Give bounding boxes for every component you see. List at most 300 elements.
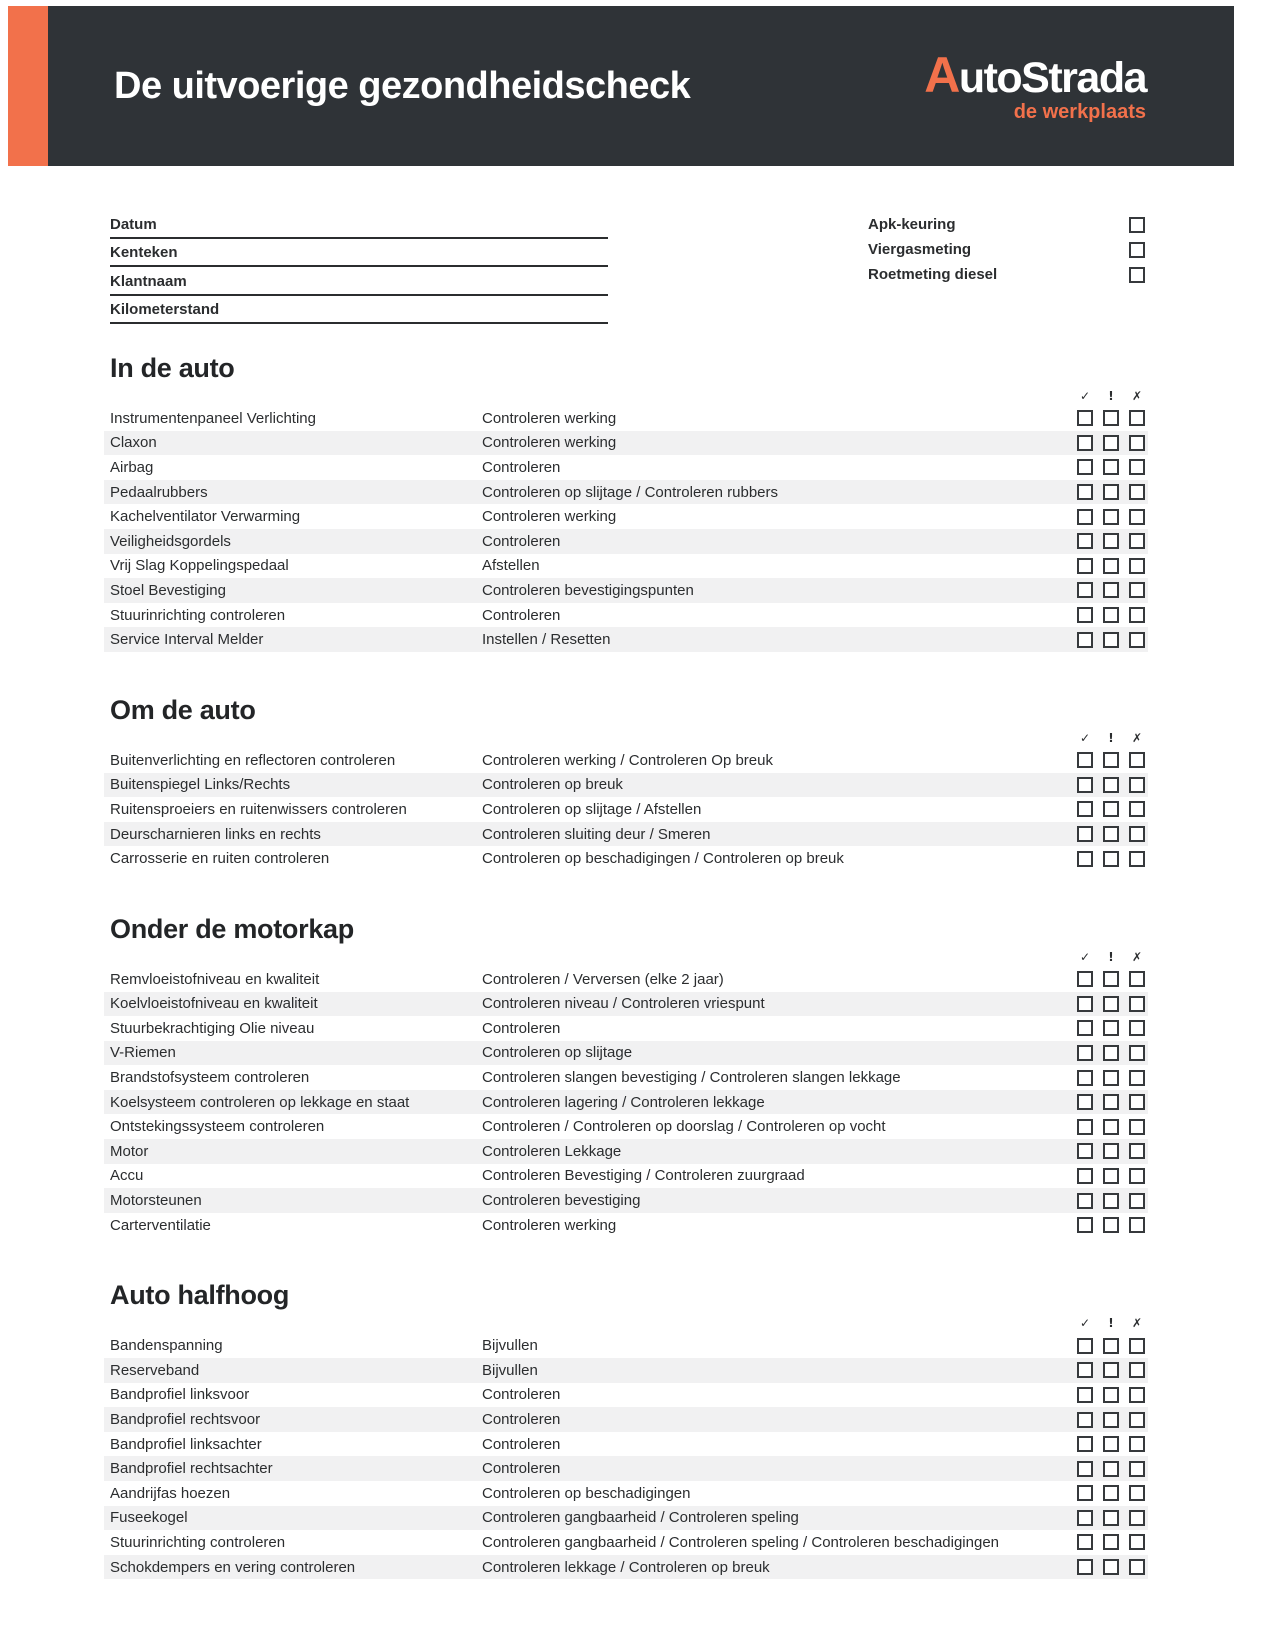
row-action-label: Controleren — [482, 1460, 561, 1478]
table-row — [104, 1530, 1148, 1555]
row-checkboxes — [1077, 1119, 1145, 1135]
checkbox-ok[interactable] — [1077, 1143, 1093, 1159]
row-item-label: Stuurinrichting controleren — [110, 606, 286, 624]
table-row — [104, 1407, 1148, 1432]
row-item-label: Schokdempers en vering controleren — [110, 1558, 356, 1576]
table-row — [104, 846, 1148, 871]
checkbox-ok[interactable] — [1077, 533, 1093, 549]
table-row — [104, 1333, 1148, 1358]
checkbox-fail[interactable] — [1129, 435, 1145, 451]
row-item-label: Stuurbekrachtiging Olie niveau — [110, 1019, 315, 1037]
checkbox-warn[interactable] — [1103, 1559, 1119, 1575]
checkbox-fail[interactable] — [1129, 851, 1145, 867]
row-checkboxes — [1077, 1534, 1145, 1550]
row-action-label: Controleren op beschadigingen / Controleren op breuk — [482, 850, 844, 868]
checkbox-ok[interactable] — [1077, 1193, 1093, 1209]
brand-tagline: de werkplaats — [1013, 101, 1146, 123]
row-item-label: Brandstofsysteem controleren — [110, 1069, 310, 1087]
checkbox-fail[interactable] — [1129, 1168, 1145, 1184]
legend-check-icon: ✓ — [1079, 1316, 1091, 1331]
table-row — [104, 1164, 1148, 1189]
row-action-label: Controleren lagering / Controleren lekkage — [482, 1093, 765, 1111]
checkbox-warn[interactable] — [1103, 801, 1119, 817]
checkbox-warn[interactable] — [1103, 752, 1119, 768]
table-row — [104, 1041, 1148, 1066]
checkbox-fail[interactable] — [1129, 509, 1145, 525]
checkbox-warn[interactable] — [1103, 996, 1119, 1012]
checkbox-warn[interactable] — [1103, 1119, 1119, 1135]
checkbox-ok[interactable] — [1077, 777, 1093, 793]
row-action-label: Controleren — [482, 1019, 561, 1037]
row-action-label: Controleren op slijtage — [482, 1044, 633, 1062]
table-row — [104, 1016, 1148, 1041]
accent-stripe — [8, 6, 48, 166]
row-checkboxes — [1077, 1020, 1145, 1036]
field-datum-input[interactable] — [157, 210, 608, 237]
row-item-label: Ontstekingssysteem controleren — [110, 1118, 325, 1136]
row-action-label: Controleren werking — [482, 409, 617, 427]
checkbox-ok[interactable] — [1077, 1217, 1093, 1233]
legend-exclamation-icon: ! — [1108, 1316, 1114, 1331]
table-row — [104, 1213, 1148, 1238]
row-item-label: Kachelventilator Verwarming — [110, 508, 301, 526]
row-action-label: Controleren gangbaarheid / Controleren speling — [482, 1509, 799, 1527]
vehicle-info-form — [110, 210, 608, 324]
legend-cross-icon: ✗ — [1131, 730, 1143, 745]
checkbox-fail[interactable] — [1129, 1485, 1145, 1501]
row-action-label: Controleren — [482, 458, 561, 476]
checkbox-warn[interactable] — [1103, 1143, 1119, 1159]
checkbox-warn[interactable] — [1103, 1362, 1119, 1378]
row-item-label: Instrumentenpaneel Verlichting — [110, 409, 316, 427]
checkbox-ok[interactable] — [1077, 582, 1093, 598]
checkbox-ok[interactable] — [1077, 996, 1093, 1012]
header-content — [48, 6, 1234, 166]
row-checkboxes — [1077, 632, 1145, 648]
sections — [110, 352, 1145, 1579]
row-checkboxes — [1077, 410, 1145, 426]
checklist-rows — [110, 1333, 1145, 1579]
checkbox-ok[interactable] — [1077, 971, 1093, 987]
checkbox-fail[interactable] — [1129, 533, 1145, 549]
table-row — [104, 1506, 1148, 1531]
checkbox-ok[interactable] — [1077, 1412, 1093, 1428]
row-checkboxes — [1077, 509, 1145, 525]
row-checkboxes — [1077, 607, 1145, 623]
field-kilometerstand — [110, 296, 608, 325]
checklist-rows — [110, 748, 1145, 871]
check-row-roetmeting-diesel — [868, 262, 1145, 287]
checkbox-warn[interactable] — [1103, 1045, 1119, 1061]
checkbox-ok[interactable] — [1077, 1461, 1093, 1477]
row-checkboxes — [1077, 1217, 1145, 1233]
row-action-label: Controleren werking / Controleren Op breuk — [482, 751, 773, 769]
checkbox-ok[interactable] — [1077, 1168, 1093, 1184]
checkbox-fail[interactable] — [1129, 1338, 1145, 1354]
checkbox-fail[interactable] — [1129, 1436, 1145, 1452]
checkbox-warn[interactable] — [1103, 484, 1119, 500]
checkbox-warn[interactable] — [1103, 1020, 1119, 1036]
checkbox-ok[interactable] — [1077, 509, 1093, 525]
table-row — [104, 455, 1148, 480]
row-item-label: Airbag — [110, 458, 154, 476]
checkbox-warn[interactable] — [1103, 1094, 1119, 1110]
field-klantnaam — [110, 267, 608, 296]
row-checkboxes — [1077, 1338, 1145, 1354]
checkbox-ok[interactable] — [1077, 1436, 1093, 1452]
checkbox-warn[interactable] — [1103, 459, 1119, 475]
apk-keuring-label: Apk-keuring — [868, 216, 956, 233]
row-action-label: Controleren op beschadigingen — [482, 1484, 691, 1502]
checkbox-ok[interactable] — [1077, 826, 1093, 842]
row-checkboxes — [1077, 1510, 1145, 1526]
checkbox-warn[interactable] — [1103, 410, 1119, 426]
checkbox-fail[interactable] — [1129, 1045, 1145, 1061]
checkbox-warn[interactable] — [1103, 1217, 1119, 1233]
checkbox-fail[interactable] — [1129, 801, 1145, 817]
checkbox-ok[interactable] — [1077, 851, 1093, 867]
checkbox-fail[interactable] — [1129, 1412, 1145, 1428]
row-item-label: Bandprofiel linksachter — [110, 1435, 262, 1453]
row-action-label: Controleren — [482, 1411, 561, 1429]
checkbox-fail[interactable] — [1129, 558, 1145, 574]
row-item-label: Claxon — [110, 434, 157, 452]
row-action-label: Controleren — [482, 1435, 561, 1453]
table-row — [104, 1090, 1148, 1115]
checkbox-fail[interactable] — [1129, 1387, 1145, 1403]
row-checkboxes — [1077, 435, 1145, 451]
table-row — [104, 992, 1148, 1017]
section — [110, 694, 1145, 871]
checkbox-warn[interactable] — [1103, 1387, 1119, 1403]
checkbox-ok[interactable] — [1077, 632, 1093, 648]
checkbox-ok[interactable] — [1077, 1119, 1093, 1135]
checkbox-fail[interactable] — [1129, 1217, 1145, 1233]
checkbox-fail[interactable] — [1129, 1094, 1145, 1110]
checkbox-fail[interactable] — [1129, 1143, 1145, 1159]
field-datum-label: Datum — [110, 215, 157, 233]
row-item-label: Buitenverlichting en reflectoren controleren — [110, 751, 396, 769]
row-checkboxes — [1077, 971, 1145, 987]
roetmeting-diesel-label: Roetmeting diesel — [868, 266, 998, 283]
field-datum — [110, 210, 608, 239]
row-item-label: Veiligheidsgordels — [110, 532, 231, 550]
checkbox-ok[interactable] — [1077, 1510, 1093, 1526]
checkbox-ok[interactable] — [1077, 1338, 1093, 1354]
legend-check-icon: ✓ — [1079, 730, 1091, 745]
roetmeting-diesel-checkbox[interactable] — [1129, 267, 1145, 283]
table-row — [104, 1358, 1148, 1383]
checkbox-fail[interactable] — [1129, 1020, 1145, 1036]
legend-cross-icon: ✗ — [1131, 1316, 1143, 1331]
checkbox-fail[interactable] — [1129, 459, 1145, 475]
checkbox-fail[interactable] — [1129, 826, 1145, 842]
checkbox-warn[interactable] — [1103, 971, 1119, 987]
viergasmeting-label: Viergasmeting — [868, 241, 972, 258]
checkbox-ok[interactable] — [1077, 1020, 1093, 1036]
row-action-label: Controleren sluiting deur / Smeren — [482, 825, 711, 843]
checkbox-ok[interactable] — [1077, 1362, 1093, 1378]
checkbox-ok[interactable] — [1077, 752, 1093, 768]
table-row — [104, 773, 1148, 798]
checkbox-warn[interactable] — [1103, 632, 1119, 648]
row-item-label: Stuurinrichting controleren — [110, 1533, 286, 1551]
row-checkboxes — [1077, 484, 1145, 500]
checkbox-ok[interactable] — [1077, 1485, 1093, 1501]
field-kilometerstand-label: Kilometerstand — [110, 301, 220, 318]
row-action-label: Controleren op breuk — [482, 776, 623, 794]
legend-cross-icon: ✗ — [1131, 949, 1143, 964]
table-row — [104, 431, 1148, 456]
checkbox-warn[interactable] — [1103, 1412, 1119, 1428]
brand-wordmark — [924, 47, 1146, 103]
table-row — [104, 627, 1148, 652]
check-row-apk-keuring — [868, 212, 1145, 237]
row-action-label: Afstellen — [482, 557, 540, 575]
checkbox-fail[interactable] — [1129, 1534, 1145, 1550]
row-action-label: Controleren op slijtage / Afstellen — [482, 800, 702, 818]
brand-rest: utoStrada — [958, 54, 1146, 102]
row-item-label: Motor — [110, 1142, 149, 1160]
checkbox-ok[interactable] — [1077, 459, 1093, 475]
row-action-label: Controleren werking — [482, 508, 617, 526]
row-item-label: Motorsteunen — [110, 1192, 202, 1210]
table-row — [104, 822, 1148, 847]
table-row — [104, 1188, 1148, 1213]
checkbox-fail[interactable] — [1129, 632, 1145, 648]
row-checkboxes — [1077, 996, 1145, 1012]
table-row — [104, 1114, 1148, 1139]
legend — [110, 1317, 1145, 1330]
row-checkboxes — [1077, 533, 1145, 549]
checkbox-ok[interactable] — [1077, 484, 1093, 500]
row-item-label: Bandenspanning — [110, 1337, 223, 1355]
checklist-rows — [110, 967, 1145, 1238]
row-action-label: Controleren Bevestiging / Controleren zuurgraad — [482, 1167, 805, 1185]
table-row — [104, 1383, 1148, 1408]
legend-check-icon: ✓ — [1079, 389, 1091, 403]
checkbox-warn[interactable] — [1103, 1485, 1119, 1501]
row-item-label: Reserveband — [110, 1361, 200, 1379]
field-kenteken — [110, 239, 608, 268]
row-action-label: Controleren bevestigingspunten — [482, 581, 694, 599]
table-row — [104, 967, 1148, 992]
legend-exclamation-icon: ! — [1108, 949, 1114, 964]
checkbox-warn[interactable] — [1103, 582, 1119, 598]
checkbox-fail[interactable] — [1129, 996, 1145, 1012]
table-row — [104, 578, 1148, 603]
row-checkboxes — [1077, 1070, 1145, 1086]
table-row — [104, 554, 1148, 579]
table-row — [104, 1432, 1148, 1457]
brand-logo — [924, 47, 1146, 123]
row-checkboxes — [1077, 582, 1145, 598]
row-item-label: Koelsysteem controleren op lekkage en staat — [110, 1093, 410, 1111]
row-action-label: Controleren op slijtage / Controleren rubbers — [482, 483, 778, 501]
row-checkboxes — [1077, 1461, 1145, 1477]
checkbox-warn[interactable] — [1103, 509, 1119, 525]
checkbox-warn[interactable] — [1103, 1338, 1119, 1354]
legend — [110, 390, 1145, 403]
checkbox-fail[interactable] — [1129, 1119, 1145, 1135]
legend-exclamation-icon: ! — [1108, 730, 1114, 745]
legend-check-icon: ✓ — [1079, 949, 1091, 964]
checkbox-ok[interactable] — [1077, 1070, 1093, 1086]
checkbox-fail[interactable] — [1129, 1510, 1145, 1526]
row-item-label: Pedaalrubbers — [110, 483, 208, 501]
row-item-label: Stoel Bevestiging — [110, 581, 226, 599]
checkbox-fail[interactable] — [1129, 971, 1145, 987]
checkbox-warn[interactable] — [1103, 777, 1119, 793]
row-action-label: Controleren — [482, 532, 561, 550]
section — [110, 352, 1145, 652]
section — [110, 1279, 1145, 1579]
row-checkboxes — [1077, 1559, 1145, 1575]
checkbox-warn[interactable] — [1103, 1510, 1119, 1526]
row-item-label: Service Interval Melder — [110, 631, 264, 649]
row-checkboxes — [1077, 851, 1145, 867]
row-item-label: Carrosserie en ruiten controleren — [110, 850, 330, 868]
checklist-rows — [110, 406, 1145, 652]
row-checkboxes — [1077, 1485, 1145, 1501]
row-item-label: Carterventilatie — [110, 1216, 211, 1234]
row-action-label: Instellen / Resetten — [482, 631, 611, 649]
checkbox-warn[interactable] — [1103, 435, 1119, 451]
row-item-label: Bandprofiel rechtsvoor — [110, 1411, 261, 1429]
row-item-label: Remvloeistofniveau en kwaliteit — [110, 970, 320, 988]
row-item-label: Deurscharnieren links en rechts — [110, 825, 321, 843]
row-checkboxes — [1077, 1193, 1145, 1209]
row-checkboxes — [1077, 1168, 1145, 1184]
checkbox-warn[interactable] — [1103, 1461, 1119, 1477]
checkbox-fail[interactable] — [1129, 1559, 1145, 1575]
row-action-label: Bijvullen — [482, 1361, 538, 1379]
checkbox-warn[interactable] — [1103, 826, 1119, 842]
checkbox-warn[interactable] — [1103, 558, 1119, 574]
checkbox-warn[interactable] — [1103, 1168, 1119, 1184]
row-checkboxes — [1077, 777, 1145, 793]
table-row — [104, 1139, 1148, 1164]
checkbox-fail[interactable] — [1129, 1070, 1145, 1086]
checkbox-warn[interactable] — [1103, 607, 1119, 623]
checkbox-fail[interactable] — [1129, 1193, 1145, 1209]
table-row — [104, 480, 1148, 505]
table-row — [104, 529, 1148, 554]
row-action-label: Controleren bevestiging — [482, 1192, 641, 1210]
table-row — [104, 603, 1148, 628]
viergasmeting-checkbox[interactable] — [1129, 242, 1145, 258]
row-action-label: Controleren werking — [482, 1216, 617, 1234]
field-kenteken-label: Kenteken — [110, 244, 178, 261]
row-item-label: Fuseekogel — [110, 1509, 188, 1527]
row-action-label: Controleren — [482, 606, 561, 624]
checkbox-fail[interactable] — [1129, 410, 1145, 426]
checkbox-ok[interactable] — [1077, 1559, 1093, 1575]
row-item-label: Koelvloeistofniveau en kwaliteit — [110, 995, 318, 1013]
table-row — [104, 504, 1148, 529]
row-action-label: Bijvullen — [482, 1337, 538, 1355]
field-klantnaam-input[interactable] — [187, 267, 608, 294]
checkbox-ok[interactable] — [1077, 1387, 1093, 1403]
row-action-label: Controleren Lekkage — [482, 1142, 622, 1160]
row-item-label: Bandprofiel rechtsachter — [110, 1460, 273, 1478]
row-item-label: Aandrijfas hoezen — [110, 1484, 231, 1502]
brand-accent-letter: A — [924, 47, 959, 103]
row-item-label: V-Riemen — [110, 1044, 176, 1062]
checkbox-ok[interactable] — [1077, 1045, 1093, 1061]
checkbox-warn[interactable] — [1103, 851, 1119, 867]
checkbox-ok[interactable] — [1077, 435, 1093, 451]
row-action-label: Controleren — [482, 1386, 561, 1404]
inspection-type-form — [868, 212, 1145, 287]
checkbox-fail[interactable] — [1129, 1461, 1145, 1477]
legend-exclamation-icon: ! — [1108, 389, 1114, 403]
apk-keuring-checkbox[interactable] — [1129, 217, 1145, 233]
row-item-label: Vrij Slag Koppelingspedaal — [110, 557, 289, 575]
row-action-label: Controleren / Verversen (elke 2 jaar) — [482, 970, 724, 988]
row-action-label: Controleren slangen bevestiging / Controleren slangen lekkage — [482, 1069, 901, 1087]
row-checkboxes — [1077, 801, 1145, 817]
row-action-label: Controleren niveau / Controleren vriespunt — [482, 995, 765, 1013]
row-checkboxes — [1077, 1387, 1145, 1403]
row-action-label: Controleren werking — [482, 434, 617, 452]
table-row — [104, 406, 1148, 431]
row-checkboxes — [1077, 1143, 1145, 1159]
row-item-label: Accu — [110, 1167, 144, 1185]
table-row — [104, 1065, 1148, 1090]
row-checkboxes — [1077, 1412, 1145, 1428]
checkbox-ok[interactable] — [1077, 558, 1093, 574]
checkbox-warn[interactable] — [1103, 1436, 1119, 1452]
checkbox-ok[interactable] — [1077, 607, 1093, 623]
checkbox-warn[interactable] — [1103, 533, 1119, 549]
row-checkboxes — [1077, 1362, 1145, 1378]
checkbox-warn[interactable] — [1103, 1534, 1119, 1550]
row-checkboxes — [1077, 1045, 1145, 1061]
row-checkboxes — [1077, 1094, 1145, 1110]
row-checkboxes — [1077, 826, 1145, 842]
checkbox-ok[interactable] — [1077, 1534, 1093, 1550]
section — [110, 913, 1145, 1238]
section-title: In de auto — [110, 353, 235, 383]
checkbox-warn[interactable] — [1103, 1193, 1119, 1209]
field-kilometerstand-input[interactable] — [219, 296, 608, 323]
field-kenteken-input[interactable] — [178, 239, 608, 266]
legend-cross-icon: ✗ — [1131, 389, 1143, 403]
row-checkboxes — [1077, 752, 1145, 768]
checkbox-fail[interactable] — [1129, 752, 1145, 768]
checkbox-ok[interactable] — [1077, 410, 1093, 426]
checkbox-ok[interactable] — [1077, 801, 1093, 817]
checkbox-fail[interactable] — [1129, 1362, 1145, 1378]
table-row — [104, 797, 1148, 822]
checkbox-fail[interactable] — [1129, 484, 1145, 500]
row-checkboxes — [1077, 558, 1145, 574]
section-title: Om de auto — [110, 694, 256, 725]
table-row — [104, 748, 1148, 773]
row-action-label: Controleren gangbaarheid / Controleren speling / Controleren beschadigingen — [482, 1533, 1000, 1551]
checkbox-warn[interactable] — [1103, 1070, 1119, 1086]
row-checkboxes — [1077, 1436, 1145, 1452]
checkbox-fail[interactable] — [1129, 582, 1145, 598]
checkbox-ok[interactable] — [1077, 1094, 1093, 1110]
checkbox-fail[interactable] — [1129, 607, 1145, 623]
row-action-label: Controleren / Controleren op doorslag / Controleren op vocht — [482, 1118, 886, 1136]
row-item-label: Buitenspiegel Links/Rechts — [110, 776, 291, 794]
checkbox-fail[interactable] — [1129, 777, 1145, 793]
row-item-label: Ruitensproeiers en ruitenwissers controleren — [110, 800, 407, 818]
row-action-label: Controleren lekkage / Controleren op breuk — [482, 1558, 770, 1576]
